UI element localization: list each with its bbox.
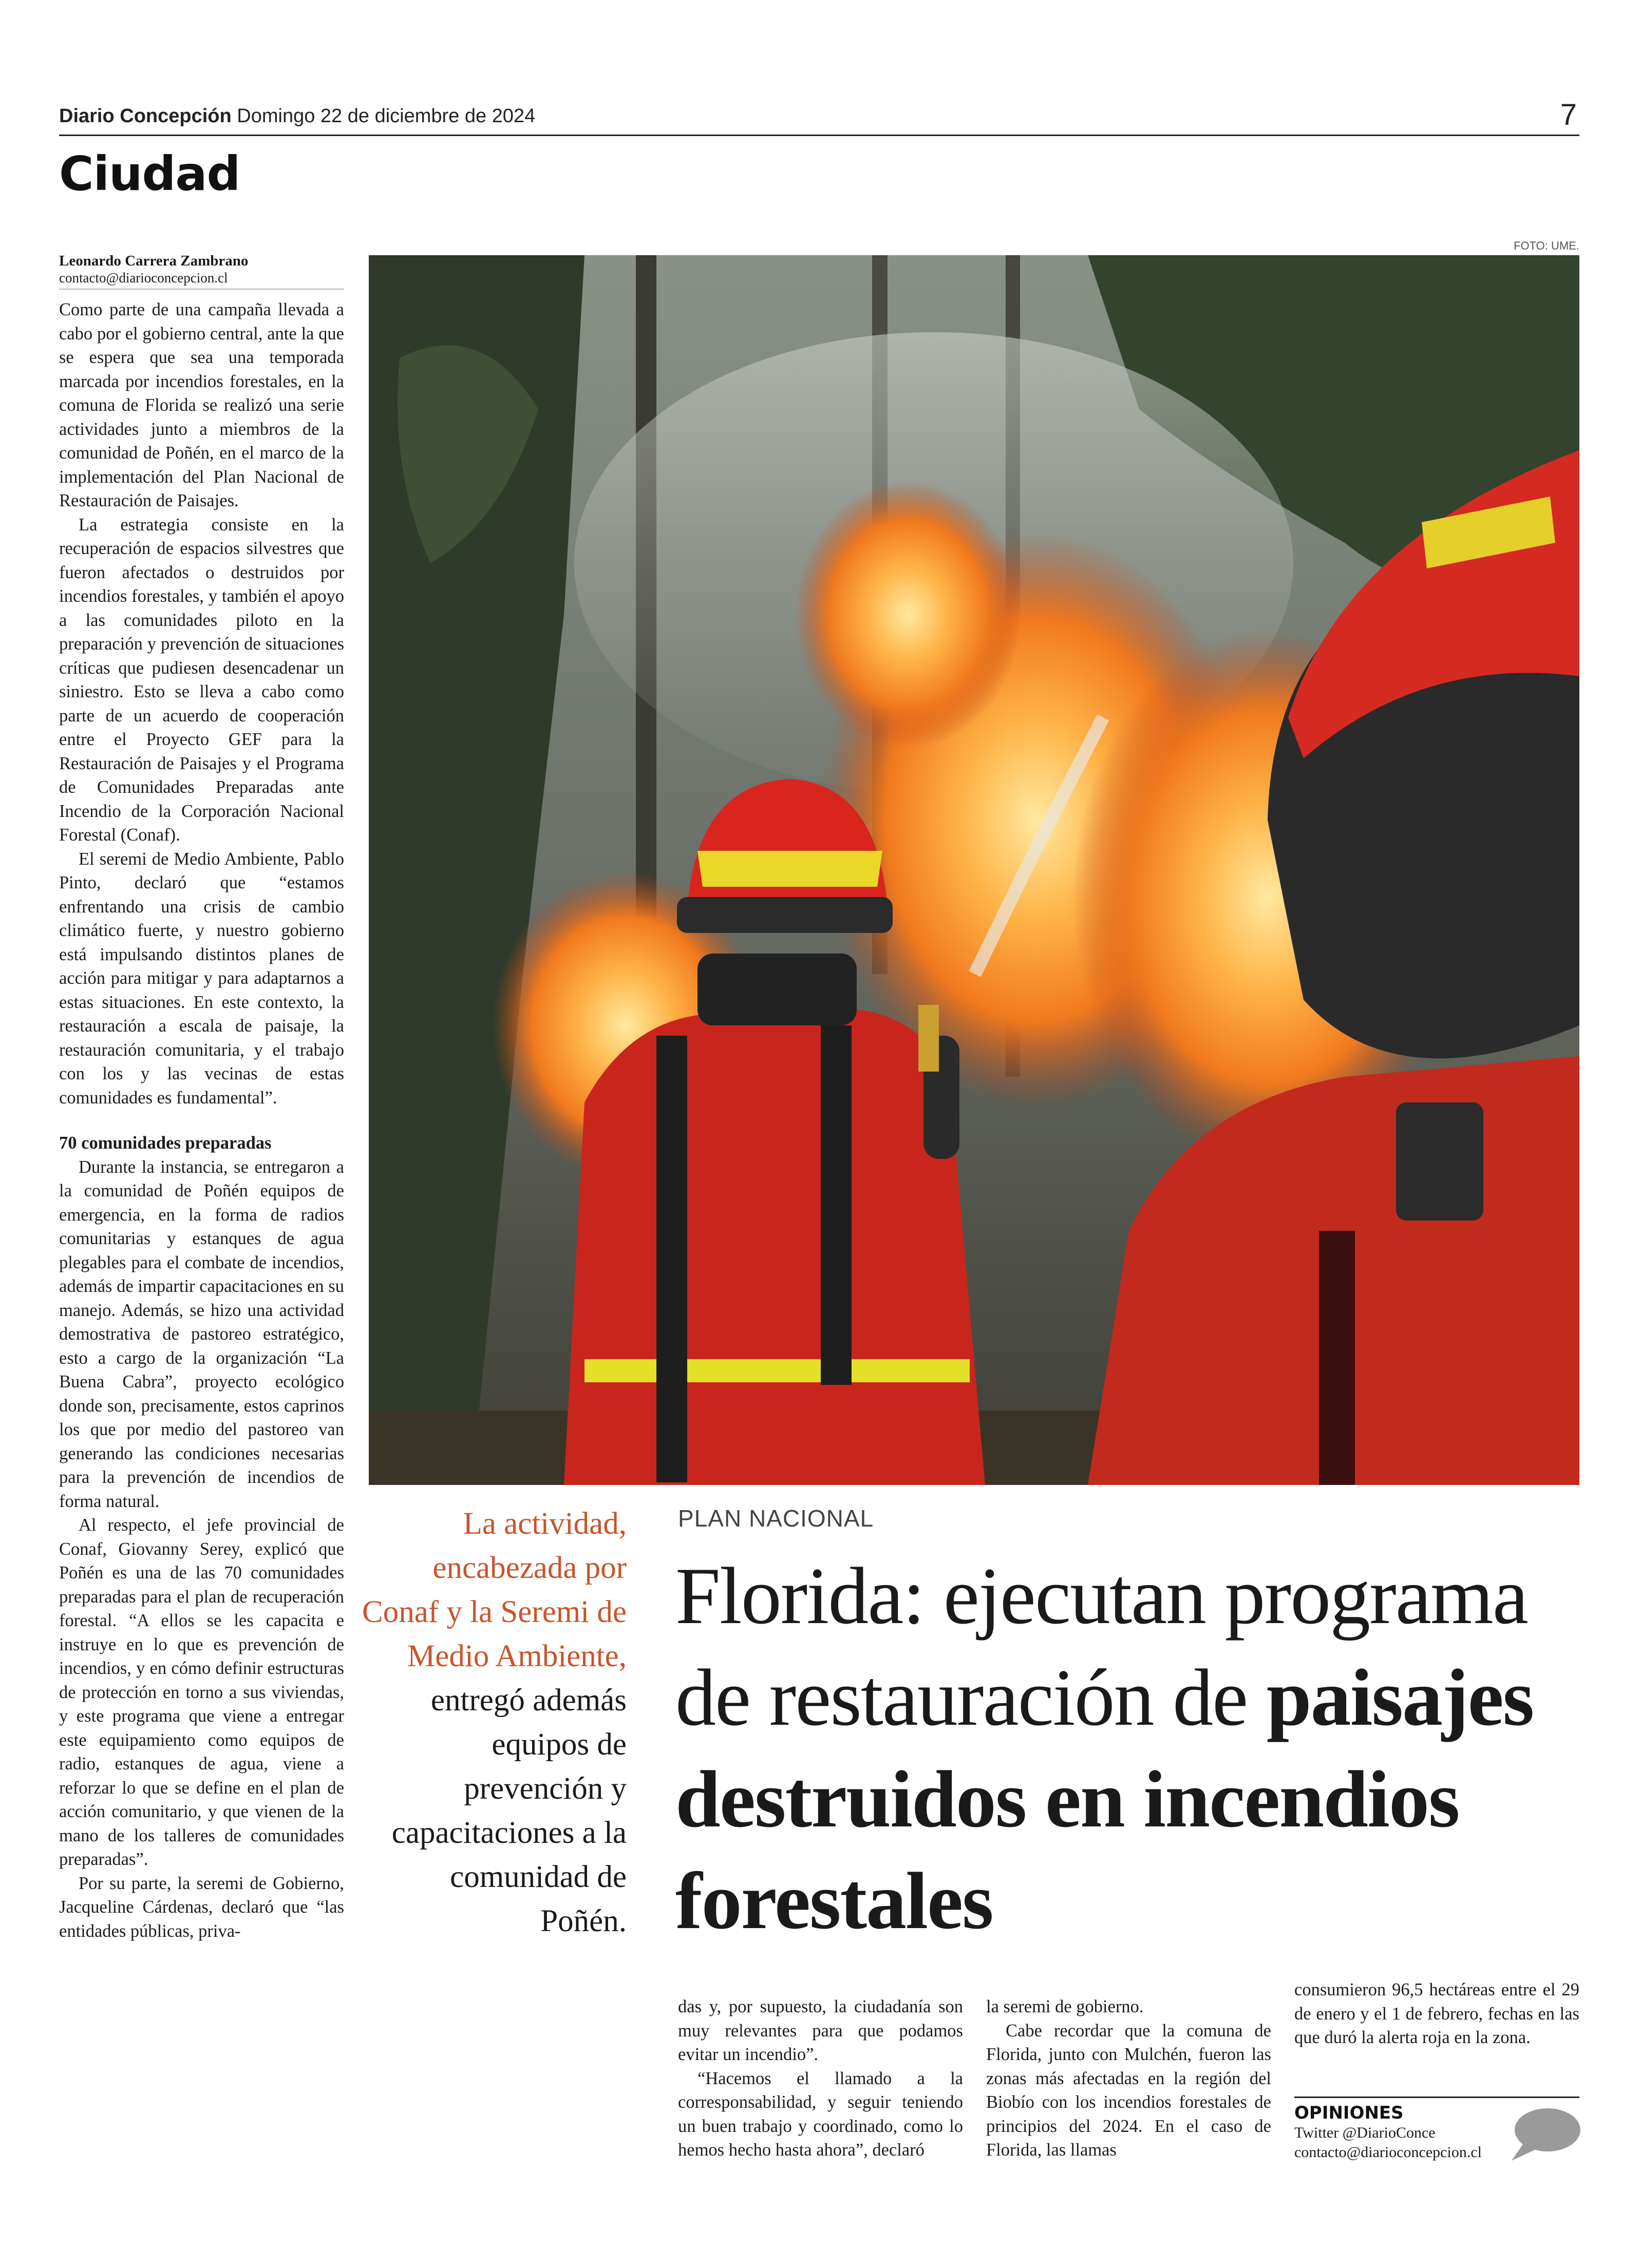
photo-credit: FOTO: UME. xyxy=(1514,239,1579,252)
byline-author: Leonardo Carrera Zambrano xyxy=(59,253,249,269)
article-column-3 xyxy=(986,1995,1271,2162)
paragraph: consumieron 96,5 hectáreas entre el 29 de enero y el 1 de febrero, fechas en las que duró la alerta roja en la zona. xyxy=(1294,1980,1579,2047)
opiniones-email[interactable]: contacto@diarioconcepcion.cl xyxy=(1294,2144,1482,2161)
paragraph: Por su parte, la seremi de Gobierno, Jacqueline Cárdenas, declaró que “las entidades públicas, priva- xyxy=(59,1873,344,1941)
kicker: PLAN NACIONAL xyxy=(678,1505,874,1532)
paragraph: “Hacemos el llamado a la corresponsabilidad, y seguir teniendo un buen trabajo y coordinado, como lo hemos hecho hasta ahora”, declaró xyxy=(678,2068,963,2160)
speech-bubble-icon xyxy=(1507,2104,1582,2163)
headline-bold: paisajes destruidos en incendios forestales xyxy=(675,1653,1534,1946)
firefighters-photo xyxy=(369,255,1579,1485)
pull-quote-accent: La actividad, encabezada por Conaf y la Seremi de Medio Ambiente, xyxy=(362,1507,627,1673)
header-rule xyxy=(59,135,1579,136)
article-column-4 xyxy=(1294,1978,1579,2050)
headline xyxy=(675,1546,1579,1952)
pull-quote-text: entregó además equipos de prevención y capacitaciones a la comunidad de Poñén. xyxy=(391,1683,627,1938)
paragraph: Cabe recordar que la comuna de Florida, junto con Mulchén, fueron las zonas más afectadas en la región del Biobío con los incendios forestales de principios del 2024. En el caso de Florida, las llamas xyxy=(986,2021,1271,2160)
paragraph: la seremi de gobierno. xyxy=(986,1997,1144,2016)
paragraph: Al respecto, el jefe provincial de Conaf, Giovanny Serey, explicó que Poñén es una de las 70 comunidades preparadas para el plan de recuperación forestal. “A ellos se les capacita e instruye en lo que es prevención de incendios, y en cómo definir estructuras de protección en torno a sus viviendas, y este programa que viene a entregar este equipamiento como equipos de radio, estanques de agua, viene a reforzar lo que se define en el plan de acción comunitario, y que vienen de la mano de los talleres de comunidades preparadas”. xyxy=(59,1515,344,1869)
paragraph: La estrategia consiste en la recuperación de espacios silvestres que fueron afectados o destruidos por incendios forestales, y también el apoyo a las comunidades piloto en la preparación y prevención de situaciones críticas que pudiesen desencadenar un siniestro. Esto se lleva a cabo como parte de un acuerdo de cooperación entre el Proyecto GEF para la Restauración de Paisajes y el Programa de Comunidades Preparadas ante Incendio de la Corporación Nacional Forestal (Conaf). xyxy=(59,514,344,845)
paper-name: Diario Concepción xyxy=(59,105,232,127)
headline-light: Florida: ejecutan programa de restauración de xyxy=(675,1551,1527,1743)
subheading: 70 comunidades preparadas xyxy=(59,1133,272,1153)
page-number: 7 xyxy=(1560,98,1577,131)
paragraph: Durante la instancia, se entregaron a la comunidad de Poñén equipos de emergencia, en la forma de radios comunitarias y estanques de agua plegables para el combate de incendios, además de impartir capacitaciones en su manejo. Además, se hizo una actividad demostrativa de pastoreo estratégico, esto a cargo de la organización “La Buena Cabra”, proyecto ecológico donde son, precisamente, estos caprinos los que por medio del pastoreo van generando las condiciones necesarias para la prevención de incendios de forma natural. xyxy=(59,1157,344,1511)
byline-email: contacto@diarioconcepcion.cl xyxy=(59,270,228,285)
article-column-1 xyxy=(59,298,344,1943)
masthead xyxy=(59,105,535,127)
paragraph: Como parte de una campaña llevada a cabo por el gobierno central, ante la que se espera que sea una temporada marcada por incendios forestales, en la comuna de Florida se realizó una serie actividades junto a miembros de la comunidad de Poñén, en el marco de la implementación del Plan Nacional de Restauración de Paisajes. xyxy=(59,300,344,510)
byline-divider xyxy=(59,289,344,290)
section-title: Ciudad xyxy=(59,146,240,201)
paragraph: El seremi de Medio Ambiente, Pablo Pinto, declaró que “estamos enfrentando una crisis de cambio climático fuerte, y nuestro gobierno está impulsando distintos planes de acción para mitigar y para adaptarnos a estas situaciones. En este contexto, la restauración a escala de paisaje, la restauración comunitaria, y el trabajo con los y las vecinas de estas comunidades es fundamental”. xyxy=(59,849,344,1108)
photo-illustration xyxy=(369,255,1579,1485)
opiniones-title: OPINIONES xyxy=(1294,2103,1404,2123)
opiniones-rule xyxy=(1294,2097,1579,2098)
article-column-2 xyxy=(678,1995,963,2162)
opiniones-twitter[interactable]: Twitter @DiarioConce xyxy=(1294,2124,1436,2141)
issue-date: Domingo 22 de diciembre de 2024 xyxy=(237,105,536,127)
pull-quote xyxy=(362,1502,627,1943)
paragraph: das y, por supuesto, la ciudadanía son muy relevantes para que podamos evitar un incendio”. xyxy=(678,1997,963,2064)
